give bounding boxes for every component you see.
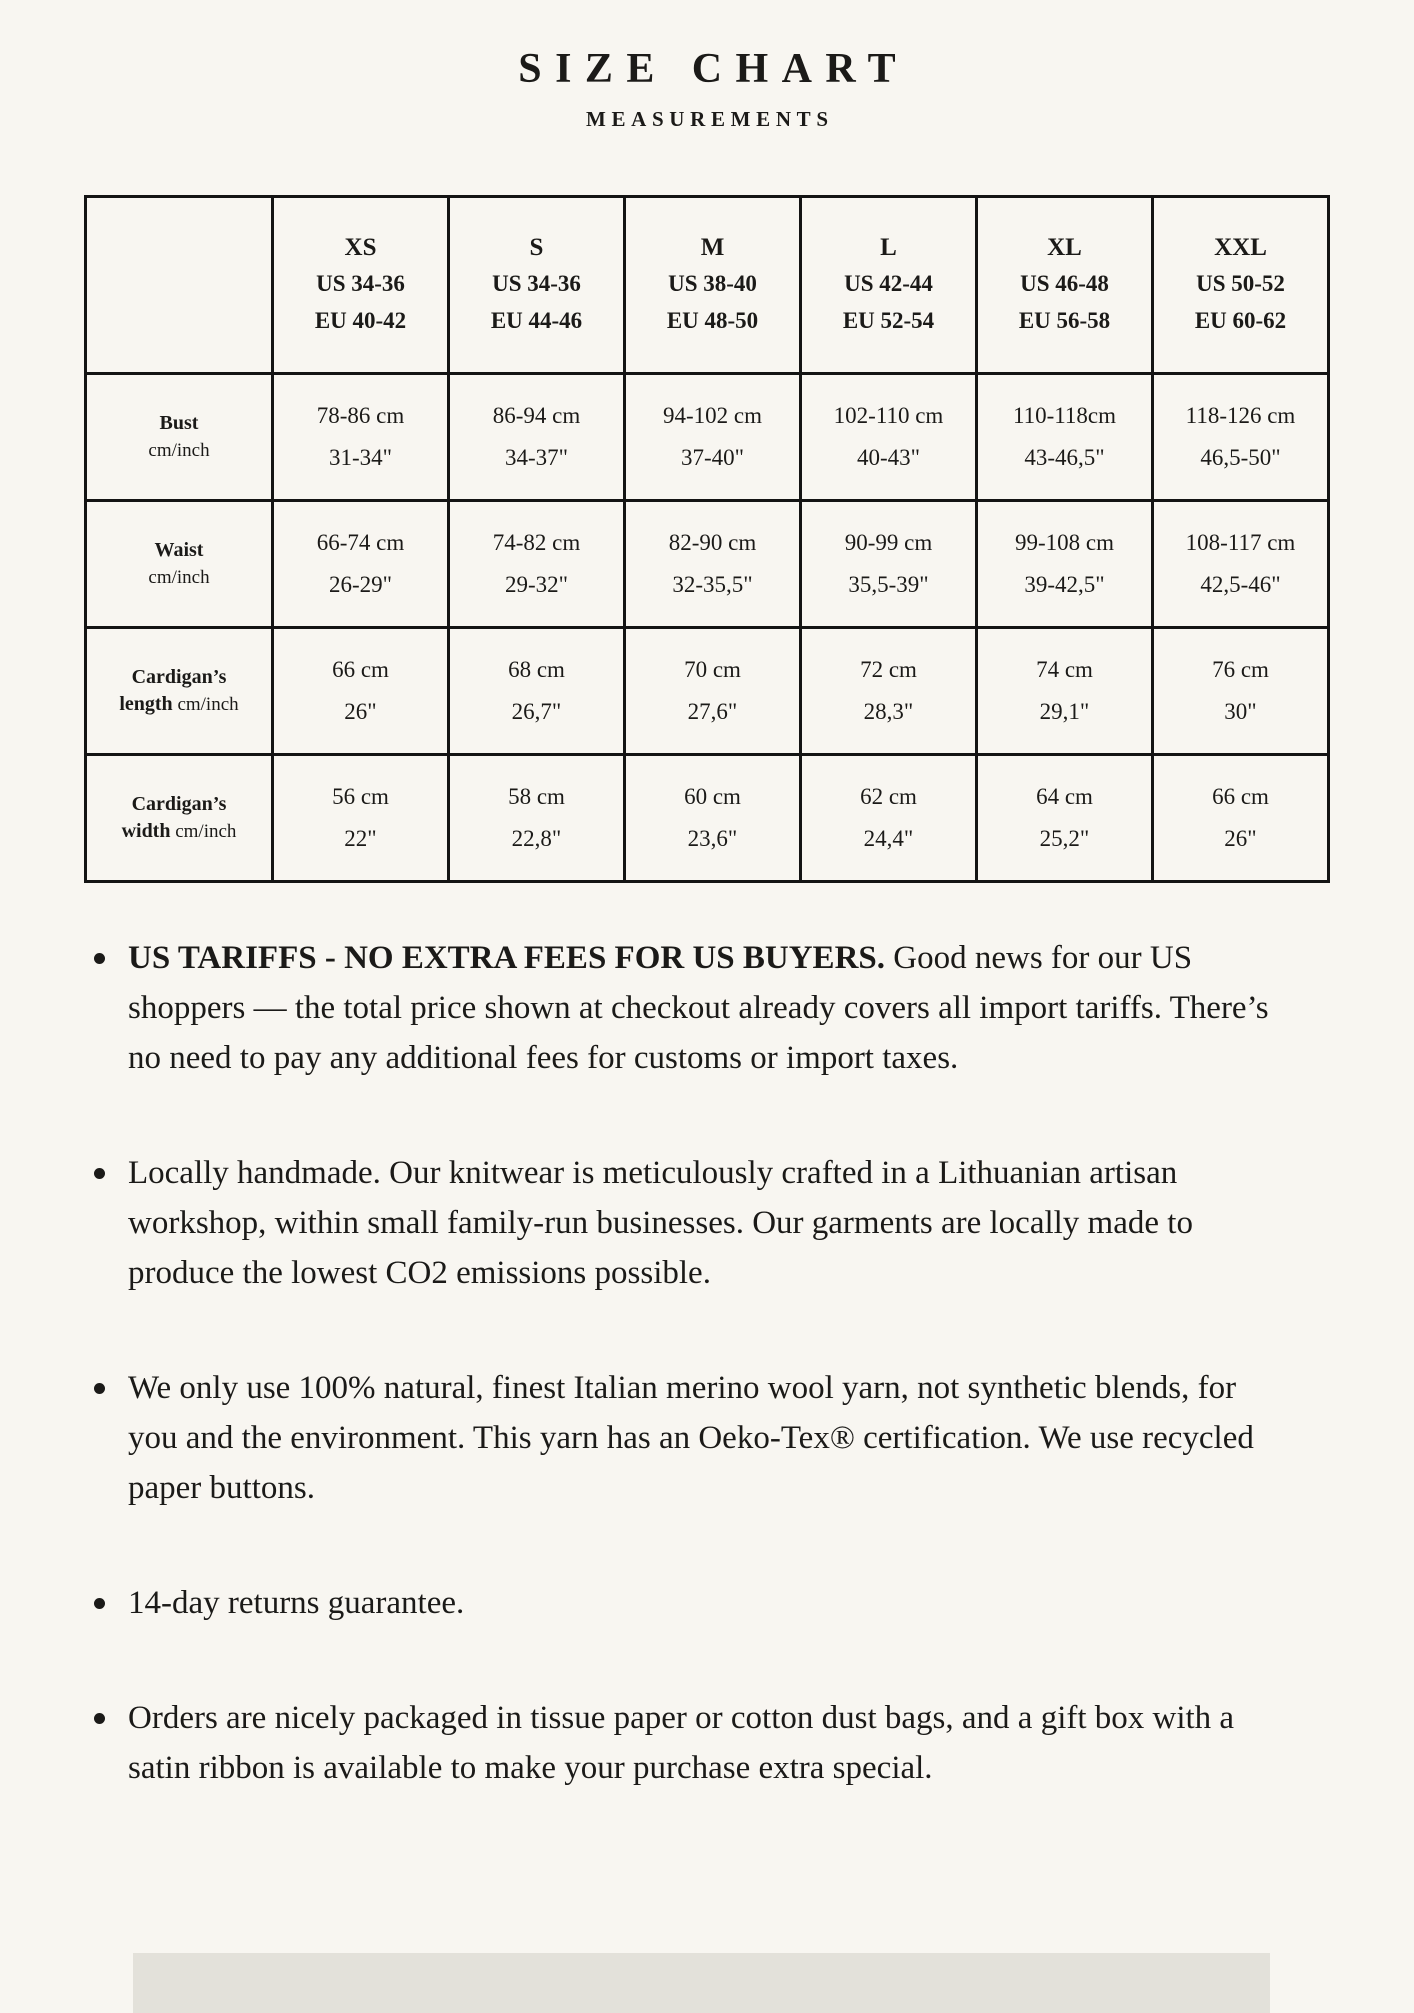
- cm-value: 102-110 cm: [833, 403, 944, 428]
- cell-waist-s: [449, 501, 625, 628]
- cm-value: 66-74 cm: [316, 530, 405, 555]
- row-label-unit: cm/inch: [148, 567, 210, 588]
- row-label-cardigan-width: [86, 755, 273, 882]
- cm-value: 108-117 cm: [1185, 530, 1296, 555]
- row-label-bold: width: [121, 820, 171, 842]
- cell-length-xxl: [1153, 628, 1329, 755]
- cm-value: 110-118cm: [1012, 403, 1117, 428]
- eu-range: EU 60-62: [1194, 308, 1287, 333]
- list-item-bold-lead: US TARIFFS - NO EXTRA FEES FOR US BUYERS.: [128, 940, 886, 976]
- cm-value: 118-126 cm: [1185, 403, 1296, 428]
- cm-value: 90-99 cm: [844, 530, 933, 555]
- column-header-s: [449, 197, 625, 374]
- cm-value: 60 cm: [684, 784, 741, 809]
- cm-value: 99-108 cm: [1014, 530, 1114, 555]
- inch-value: 37-40": [680, 445, 745, 470]
- next-section-block: [133, 1953, 1270, 2013]
- size-name: XXL: [1214, 234, 1267, 261]
- column-header-l: [801, 197, 977, 374]
- inch-value: 42,5-46": [1200, 572, 1281, 597]
- page-title: SIZE CHART: [518, 46, 910, 92]
- us-range: US 50-52: [1196, 271, 1285, 296]
- table-corner-cell: [86, 197, 273, 374]
- cell-bust-xl: [977, 374, 1153, 501]
- us-range: US 46-48: [1020, 271, 1109, 296]
- inch-value: 29-32": [504, 572, 569, 597]
- cell-bust-l: [801, 374, 977, 501]
- cell-bust-m: [625, 374, 801, 501]
- row-label-text: Cardigan’s: [131, 793, 227, 815]
- page-subtitle: MEASUREMENTS: [585, 107, 834, 131]
- cell-width-xxl: [1153, 755, 1329, 882]
- row-label-unit: cm/inch: [170, 821, 237, 842]
- cm-value: 74-82 cm: [492, 530, 581, 555]
- size-chart-table: [84, 195, 1330, 883]
- cell-width-xs: [273, 755, 449, 882]
- inch-value: 23,6": [687, 826, 738, 851]
- column-header-xl: [977, 197, 1153, 374]
- cell-bust-xxl: [1153, 374, 1329, 501]
- inch-value: 22": [344, 826, 377, 851]
- cell-width-s: [449, 755, 625, 882]
- cm-value: 74 cm: [1036, 657, 1093, 682]
- list-item-text: Orders are nicely packaged in tissue paper or cotton dust bags, and a gift box with a satin ribbon is available to make your purchase extra special.: [128, 1700, 1235, 1786]
- inch-value: 26": [1224, 826, 1257, 851]
- cm-value: 66 cm: [1212, 784, 1269, 809]
- size-name: S: [529, 234, 544, 261]
- column-header-m: [625, 197, 801, 374]
- eu-range: EU 56-58: [1018, 308, 1111, 333]
- list-item-packaging: [88, 1693, 1270, 1793]
- cell-bust-xs: [273, 374, 449, 501]
- cm-value: 72 cm: [860, 657, 917, 682]
- cell-waist-m: [625, 501, 801, 628]
- inch-value: 22,8": [511, 826, 562, 851]
- list-item-text: Good news for our US shoppers — the total price shown at checkout already covers all import tariffs. There’s no need to pay any additional fees for customs or import taxes.: [128, 940, 1269, 1076]
- row-label-text: Waist: [154, 539, 204, 561]
- eu-range: EU 44-46: [490, 308, 583, 333]
- inch-value: 30": [1224, 699, 1257, 724]
- cell-length-m: [625, 628, 801, 755]
- cm-value: 62 cm: [860, 784, 917, 809]
- table-row-waist: [86, 501, 1329, 628]
- inch-value: 29,1": [1039, 699, 1090, 724]
- inch-value: 40-43": [856, 445, 921, 470]
- row-label-bust: [86, 374, 273, 501]
- table-row-cardigan-width: [86, 755, 1329, 882]
- size-name: XS: [344, 234, 377, 261]
- list-item-text: We only use 100% natural, finest Italian merino wool yarn, not synthetic blends, for you and the environment. This yarn has an Oeko-Tex® certification. We use recycled paper buttons.: [128, 1370, 1254, 1506]
- row-label-text: Bust: [159, 412, 199, 434]
- list-item-natural-yarn: [88, 1363, 1270, 1513]
- cell-waist-xl: [977, 501, 1153, 628]
- cell-waist-xs: [273, 501, 449, 628]
- cm-value: 56 cm: [332, 784, 389, 809]
- inch-value: 31-34": [328, 445, 393, 470]
- size-name: M: [700, 234, 725, 261]
- cell-length-xs: [273, 628, 449, 755]
- row-label-cardigan-length: [86, 628, 273, 755]
- row-label-text: Cardigan’s: [131, 666, 227, 688]
- list-item-locally-handmade: [88, 1148, 1270, 1298]
- cm-value: 76 cm: [1212, 657, 1269, 682]
- column-header-xs: [273, 197, 449, 374]
- cm-value: 86-94 cm: [492, 403, 581, 428]
- cm-value: 94-102 cm: [662, 403, 762, 428]
- list-item-returns: [88, 1578, 1270, 1628]
- cell-bust-s: [449, 374, 625, 501]
- inch-value: 39-42,5": [1024, 572, 1105, 597]
- list-item-text: 14-day returns guarantee.: [128, 1585, 465, 1621]
- inch-value: 25,2": [1039, 826, 1090, 851]
- size-name: L: [880, 234, 897, 261]
- inch-value: 32-35,5": [672, 572, 753, 597]
- inch-value: 46,5-50": [1200, 445, 1281, 470]
- inch-value: 34-37": [504, 445, 569, 470]
- cm-value: 58 cm: [508, 784, 565, 809]
- eu-range: EU 40-42: [314, 308, 407, 333]
- us-range: US 34-36: [492, 271, 581, 296]
- cm-value: 66 cm: [332, 657, 389, 682]
- eu-range: EU 52-54: [842, 308, 935, 333]
- cell-length-s: [449, 628, 625, 755]
- cell-waist-l: [801, 501, 977, 628]
- cell-width-xl: [977, 755, 1153, 882]
- inch-value: 24,4": [863, 826, 914, 851]
- cell-waist-xxl: [1153, 501, 1329, 628]
- cell-width-m: [625, 755, 801, 882]
- table-row-bust: [86, 374, 1329, 501]
- table-row-cardigan-length: [86, 628, 1329, 755]
- inch-value: 26-29": [328, 572, 393, 597]
- row-label-unit: cm/inch: [148, 440, 210, 461]
- row-label-unit: cm/inch: [172, 694, 239, 715]
- cell-length-xl: [977, 628, 1153, 755]
- column-header-xxl: [1153, 197, 1329, 374]
- inch-value: 28,3": [863, 699, 914, 724]
- cell-length-l: [801, 628, 977, 755]
- row-label-bold: length: [119, 693, 173, 715]
- inch-value: 26": [344, 699, 377, 724]
- eu-range: EU 48-50: [666, 308, 759, 333]
- cell-width-l: [801, 755, 977, 882]
- list-item-text: Locally handmade. Our knitwear is meticulously crafted in a Lithuanian artisan workshop, within small family-run businesses. Our garments are locally made to produce the lowest CO2 emissions possible.: [128, 1155, 1193, 1291]
- us-range: US 42-44: [844, 271, 933, 296]
- cm-value: 78-86 cm: [316, 403, 405, 428]
- cm-value: 82-90 cm: [668, 530, 757, 555]
- row-label-waist: [86, 501, 273, 628]
- us-range: US 34-36: [316, 271, 405, 296]
- inch-value: 26,7": [511, 699, 562, 724]
- inch-value: 35,5-39": [848, 572, 929, 597]
- us-range: US 38-40: [668, 271, 757, 296]
- inch-value: 27,6": [687, 699, 738, 724]
- list-item-us-tariffs: [88, 933, 1270, 1083]
- cm-value: 70 cm: [684, 657, 741, 682]
- product-info-list: [88, 933, 1270, 1793]
- cm-value: 64 cm: [1036, 784, 1093, 809]
- size-name: XL: [1047, 234, 1082, 261]
- cm-value: 68 cm: [508, 657, 565, 682]
- inch-value: 43-46,5": [1024, 445, 1105, 470]
- table-header-row: [86, 197, 1329, 374]
